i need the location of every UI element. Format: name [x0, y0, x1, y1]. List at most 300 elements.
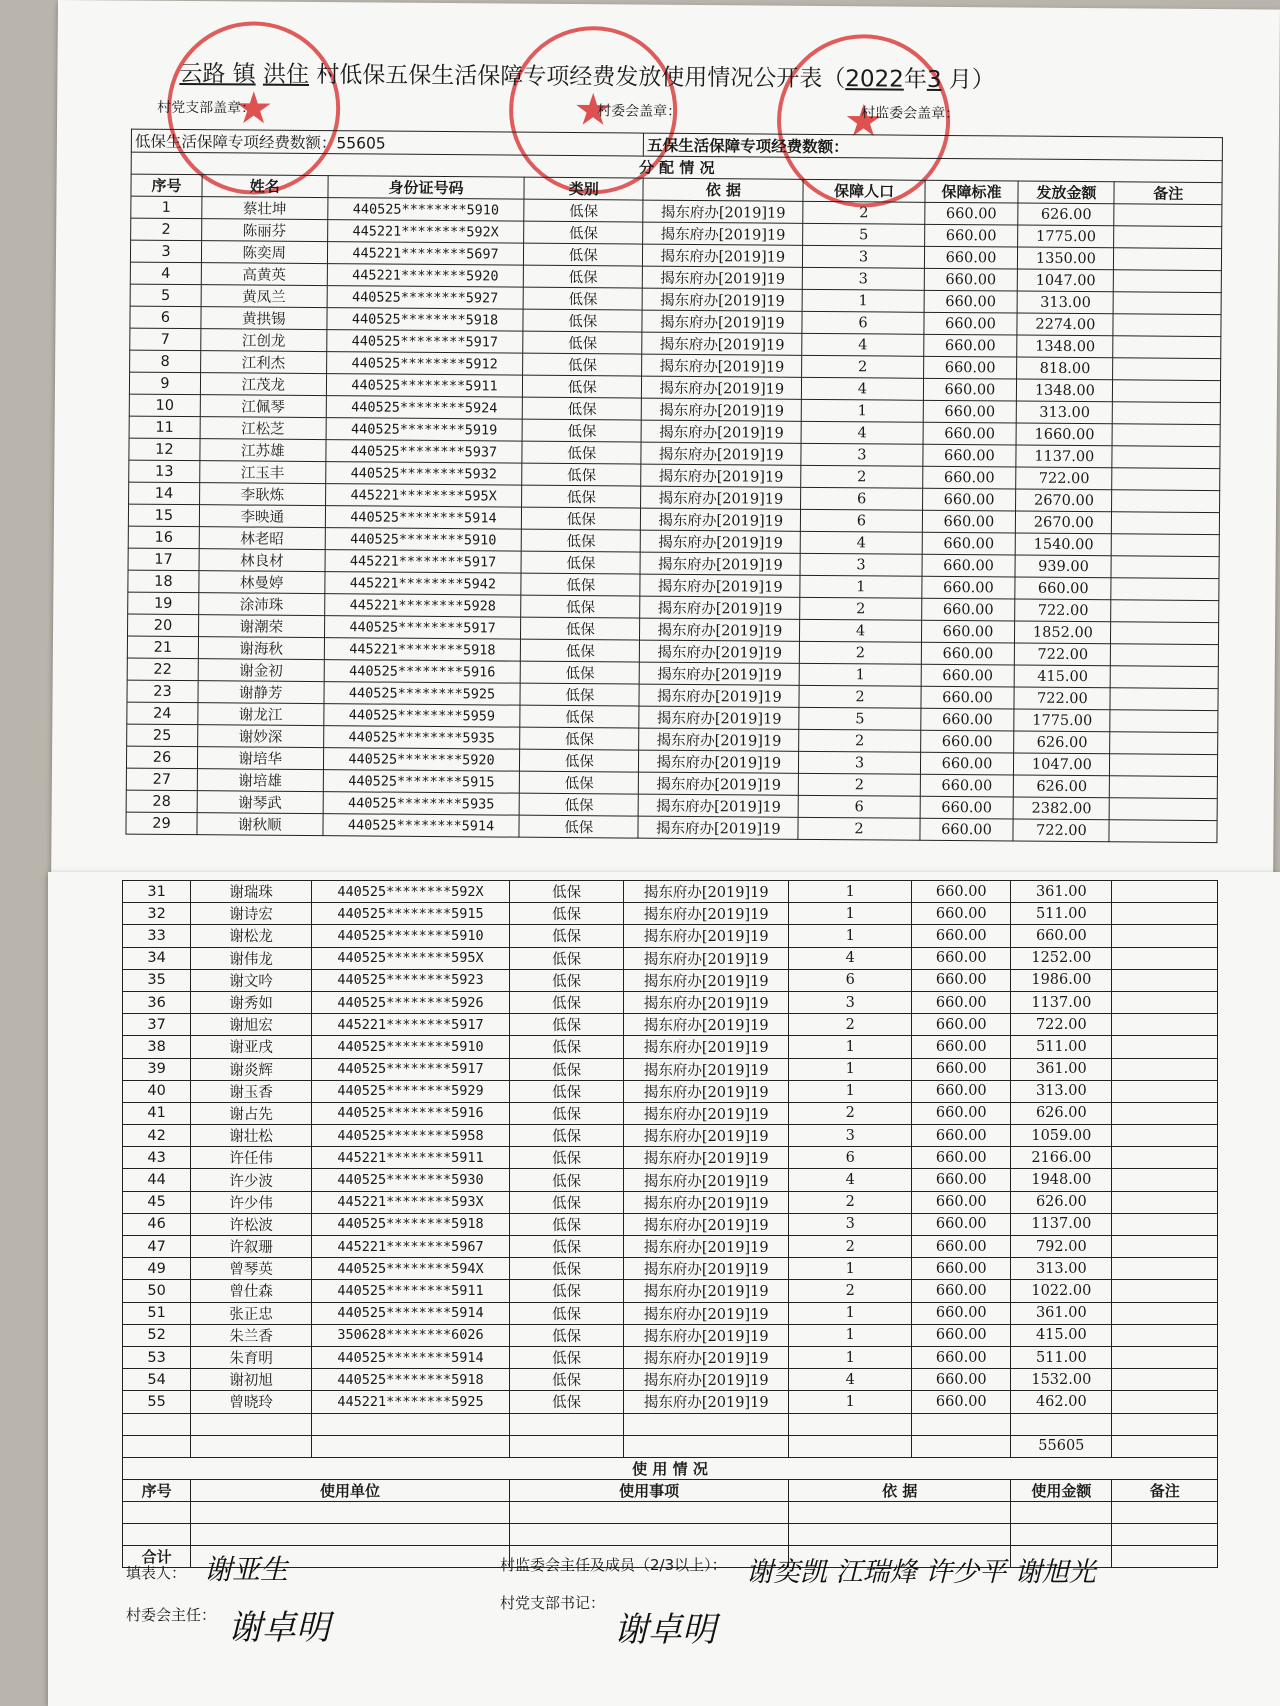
row-number: 32 [123, 903, 191, 925]
household-size: 1 [789, 1080, 912, 1102]
note-cell [1111, 666, 1219, 689]
payout-amount: 792.00 [1011, 1236, 1112, 1258]
person-name: 林曼婷 [199, 571, 325, 594]
person-name: 曾仕森 [191, 1280, 312, 1302]
id-number: 440525********5937 [326, 440, 523, 464]
id-number: 440525********5959 [323, 704, 520, 728]
category: 低保 [522, 485, 641, 508]
basis-document: 揭东府办[2019]19 [624, 1058, 789, 1080]
category: 低保 [522, 529, 641, 552]
basis-document: 揭东府办[2019]19 [640, 530, 800, 553]
standard-amount: 660.00 [920, 774, 1014, 797]
row-number: 42 [123, 1125, 191, 1147]
person-name: 谢金初 [198, 659, 324, 682]
note-cell [1114, 270, 1222, 293]
category: 低保 [524, 265, 643, 288]
id-number: 445221********5928 [324, 594, 521, 618]
note-cell [1112, 1080, 1218, 1102]
row-number: 40 [123, 1080, 191, 1102]
standard-amount: 660.00 [924, 224, 1018, 247]
basis-document: 揭东府办[2019]19 [624, 925, 789, 947]
person-name: 江创龙 [201, 329, 327, 352]
id-number: 440525********5930 [312, 1169, 510, 1191]
row-number: 19 [128, 592, 199, 615]
standard-amount: 660.00 [923, 378, 1017, 401]
standard-amount: 660.00 [912, 1213, 1011, 1235]
note-cell [1112, 1036, 1218, 1058]
payout-amount: 660.00 [1011, 925, 1112, 947]
payout-amount: 2670.00 [1016, 511, 1112, 534]
category: 低保 [519, 815, 638, 838]
person-name: 江利杰 [200, 351, 326, 374]
household-size: 4 [801, 421, 922, 444]
row-number: 34 [123, 947, 191, 969]
household-size: 6 [798, 795, 919, 818]
person-name: 谢玉香 [191, 1080, 312, 1102]
person-name: 许少伟 [191, 1191, 312, 1213]
payout-amount: 313.00 [1011, 1258, 1112, 1280]
note-cell [1111, 578, 1219, 601]
table-row [123, 1280, 1218, 1302]
note-cell [1111, 556, 1219, 579]
note-cell [1112, 468, 1220, 491]
payout-amount: 626.00 [1011, 1191, 1112, 1213]
id-number: 440525********5914 [325, 506, 522, 530]
household-size: 4 [802, 377, 923, 400]
basis-document: 揭东府办[2019]19 [624, 1213, 789, 1235]
id-number: 440525********5924 [326, 396, 523, 420]
basis-document: 揭东府办[2019]19 [624, 1324, 789, 1346]
household-size: 1 [789, 1324, 912, 1346]
table-row [123, 925, 1218, 947]
person-name: 谢琴武 [197, 791, 323, 814]
standard-amount: 660.00 [912, 1058, 1011, 1080]
category: 低保 [520, 771, 639, 794]
person-name: 许松波 [191, 1213, 312, 1235]
supervise-seal-label: 村监委会盖章： [861, 105, 960, 123]
standard-amount: 660.00 [912, 1169, 1011, 1191]
id-number: 440525********5911 [312, 1280, 510, 1302]
id-number: 445221********593X [312, 1191, 510, 1213]
payout-amount: 361.00 [1011, 1302, 1112, 1324]
household-size: 1 [802, 399, 923, 422]
category: 低保 [521, 595, 640, 618]
household-size: 2 [789, 1191, 912, 1213]
director-signature: 谢卓明 [228, 1608, 330, 1648]
basis-document: 揭东府办[2019]19 [641, 486, 801, 509]
basis-document: 揭东府办[2019]19 [624, 1102, 789, 1124]
note-cell [1112, 1169, 1218, 1191]
payout-amount: 722.00 [1011, 1014, 1112, 1036]
person-name: 许少波 [191, 1169, 312, 1191]
id-number: 440525********5958 [312, 1125, 510, 1147]
row-number: 25 [127, 724, 198, 747]
note-cell [1112, 490, 1220, 513]
person-name: 江松芝 [200, 417, 326, 440]
household-size: 1 [800, 663, 921, 686]
standard-amount: 660.00 [912, 1191, 1011, 1213]
id-number: 440525********5915 [312, 903, 510, 925]
id-number: 440525********5910 [312, 925, 510, 947]
standard-amount: 660.00 [912, 1391, 1011, 1413]
household-size: 3 [803, 245, 924, 268]
table-row [123, 1191, 1218, 1213]
category: 低保 [523, 309, 642, 332]
payout-amount: 1137.00 [1016, 445, 1112, 468]
person-name: 谢秋顺 [197, 813, 323, 836]
row-number: 7 [130, 328, 201, 351]
household-size: 4 [800, 619, 921, 642]
payout-amount: 511.00 [1011, 1346, 1112, 1368]
household-size: 2 [789, 1280, 912, 1302]
category: 低保 [523, 353, 642, 376]
note-cell [1112, 1369, 1218, 1391]
person-name: 江苏雄 [200, 439, 326, 462]
id-number: 445221********5967 [312, 1236, 510, 1258]
payout-amount: 2274.00 [1017, 313, 1113, 336]
basis-document: 揭东府办[2019]19 [639, 662, 799, 685]
payout-amount: 1137.00 [1011, 1213, 1112, 1235]
basis-document: 揭东府办[2019]19 [640, 574, 800, 597]
id-number: 440525********5935 [323, 792, 520, 816]
id-number: 445221********592X [327, 220, 524, 244]
payout-amount: 1047.00 [1018, 269, 1114, 292]
id-number: 440525********5915 [323, 770, 520, 794]
note-cell [1112, 991, 1218, 1013]
supervision-committee-seal-stamp: ★ [776, 34, 950, 208]
basis-document: 揭东府办[2019]19 [639, 772, 799, 795]
category: 低保 [509, 1280, 623, 1302]
id-number: 445221********5918 [324, 638, 521, 662]
category: 低保 [509, 881, 623, 903]
person-name: 朱兰香 [191, 1324, 312, 1346]
basis-document: 揭东府办[2019]19 [624, 1346, 789, 1368]
payout-amount: 660.00 [1015, 577, 1111, 600]
usage-header-row: 序号 使用单位 使用事项 依 据 使用金额 备注 [123, 1479, 1218, 1501]
category: 低保 [509, 1147, 623, 1169]
basis-document: 揭东府办[2019]19 [642, 354, 802, 377]
id-number: 445221********5925 [312, 1391, 510, 1413]
id-number: 440525********5925 [324, 682, 521, 706]
household-size: 3 [801, 443, 922, 466]
id-number: 440525********5918 [312, 1369, 510, 1391]
id-number: 440525********5932 [325, 462, 522, 486]
standard-amount: 660.00 [922, 466, 1016, 489]
id-number: 445221********5911 [312, 1147, 510, 1169]
village-committee-seal-stamp: ★ [508, 26, 677, 195]
row-number: 8 [130, 350, 201, 373]
category: 低保 [522, 419, 641, 442]
category: 低保 [509, 1369, 623, 1391]
id-number: 440525********5910 [325, 528, 522, 552]
basis-document: 揭东府办[2019]19 [624, 1014, 789, 1036]
director-label: 村委会主任： [126, 1606, 217, 1624]
basis-document: 揭东府办[2019]19 [643, 266, 803, 289]
standard-amount: 660.00 [912, 1014, 1011, 1036]
household-size: 4 [789, 1169, 912, 1191]
basis-document: 揭东府办[2019]19 [642, 398, 802, 421]
category: 低保 [509, 1125, 623, 1147]
person-name: 谢旭宏 [191, 1014, 312, 1036]
basis-document: 揭东府办[2019]19 [624, 1236, 789, 1258]
payout-amount: 313.00 [1011, 1080, 1112, 1102]
standard-amount: 660.00 [924, 246, 1018, 269]
note-cell [1111, 644, 1219, 667]
note-cell [1110, 754, 1218, 777]
household-size: 4 [802, 333, 923, 356]
row-number: 11 [129, 416, 200, 439]
table-header-row: 序号 姓名 身份证号码 类别 依 据 保障人口 保障标准 发放金额 备注 [131, 174, 1222, 205]
category: 低保 [521, 573, 640, 596]
note-cell [1112, 1014, 1218, 1036]
person-name: 谢秀如 [191, 991, 312, 1013]
note-cell [1112, 1346, 1218, 1368]
household-size: 2 [789, 1236, 912, 1258]
payout-amount: 2670.00 [1016, 489, 1112, 512]
row-number: 18 [128, 570, 199, 593]
basis-document: 揭东府办[2019]19 [642, 332, 802, 355]
basis-document: 揭东府办[2019]19 [640, 552, 800, 575]
row-number: 36 [123, 991, 191, 1013]
standard-amount: 660.00 [921, 664, 1015, 687]
person-name: 谢壮松 [191, 1125, 312, 1147]
category: 低保 [520, 683, 639, 706]
note-cell [1112, 1213, 1218, 1235]
household-size: 1 [789, 1258, 912, 1280]
person-name: 谢亚戌 [191, 1036, 312, 1058]
note-cell [1110, 798, 1218, 821]
note-cell [1112, 1324, 1218, 1346]
filler-signature: 谢亚生 [204, 1553, 289, 1586]
note-cell [1113, 292, 1221, 315]
household-size: 2 [800, 597, 921, 620]
household-size: 1 [789, 925, 912, 947]
table-row [123, 1369, 1218, 1391]
table-row [123, 1213, 1218, 1235]
category: 低保 [509, 1236, 623, 1258]
person-name: 谢海秋 [198, 637, 324, 660]
party-secretary-signature: 谢卓明 [614, 1610, 716, 1650]
id-number: 440525********5935 [323, 726, 520, 750]
id-number: 440525********5912 [326, 352, 523, 376]
category: 低保 [509, 969, 623, 991]
id-number: 440525********5916 [324, 660, 521, 684]
table-row [123, 1080, 1218, 1102]
basis-document: 揭东府办[2019]19 [624, 881, 789, 903]
payout-amount: 1948.00 [1011, 1169, 1112, 1191]
id-number: 440525********5914 [323, 814, 520, 838]
household-size: 1 [789, 1058, 912, 1080]
basis-document: 揭东府办[2019]19 [639, 728, 799, 751]
household-size: 3 [789, 1213, 912, 1235]
note-cell [1113, 358, 1221, 381]
standard-amount: 660.00 [912, 1147, 1011, 1169]
person-name: 谢龙江 [198, 703, 324, 726]
payout-amount: 415.00 [1015, 665, 1111, 688]
note-cell [1110, 710, 1218, 733]
category: 低保 [524, 221, 643, 244]
category: 低保 [519, 793, 638, 816]
party-secretary-label: 村党支部书记： [500, 1594, 606, 1612]
basis-document: 揭东府办[2019]19 [642, 376, 802, 399]
basis-document: 揭东府办[2019]19 [643, 200, 803, 223]
row-number: 21 [127, 636, 198, 659]
household-size: 4 [789, 1369, 912, 1391]
payout-amount: 511.00 [1011, 903, 1112, 925]
category: 低保 [509, 1324, 623, 1346]
row-number: 33 [123, 925, 191, 947]
standard-amount: 660.00 [922, 532, 1016, 555]
category: 低保 [509, 991, 623, 1013]
payout-amount: 1137.00 [1011, 991, 1112, 1013]
household-size: 1 [789, 1036, 912, 1058]
distribution-table-top [125, 129, 1223, 844]
basis-document: 揭东府办[2019]19 [624, 1302, 789, 1324]
basis-document: 揭东府办[2019]19 [624, 1169, 789, 1191]
row-number: 12 [129, 438, 200, 461]
id-number: 440525********5918 [312, 1213, 510, 1235]
person-name: 黄拱锡 [201, 307, 327, 330]
note-cell [1112, 1147, 1218, 1169]
row-number: 4 [130, 262, 201, 285]
table-row [123, 1014, 1218, 1036]
category: 低保 [509, 1258, 623, 1280]
standard-amount: 660.00 [921, 642, 1015, 665]
standard-amount: 660.00 [923, 356, 1017, 379]
row-number: 9 [129, 372, 200, 395]
note-cell [1112, 947, 1218, 969]
total-amount: 55605 [1011, 1435, 1112, 1457]
id-number: 440525********5916 [312, 1102, 510, 1124]
dibao-fund-amount: 55605 [336, 134, 386, 153]
id-number: 440525********5917 [324, 616, 521, 640]
row-number: 2 [131, 218, 202, 241]
village-name: 洪住 [262, 61, 310, 88]
person-name: 谢炎辉 [191, 1058, 312, 1080]
person-name: 李耿炼 [199, 483, 325, 506]
person-name: 高黄英 [201, 263, 327, 286]
household-size: 1 [789, 903, 912, 925]
note-cell [1112, 446, 1220, 469]
category: 低保 [509, 1058, 623, 1080]
id-number: 440525********5926 [312, 991, 510, 1013]
payout-amount: 722.00 [1014, 687, 1110, 710]
note-cell [1112, 512, 1220, 535]
payout-amount: 462.00 [1011, 1391, 1112, 1413]
total-row [123, 1435, 1218, 1457]
row-number: 15 [128, 504, 199, 527]
row-number: 14 [129, 482, 200, 505]
id-number: 445221********5697 [327, 242, 524, 266]
row-number: 6 [130, 306, 201, 329]
id-number: 440525********5917 [312, 1058, 510, 1080]
id-number: 440525********592X [312, 881, 510, 903]
row-number: 54 [123, 1369, 191, 1391]
standard-amount: 660.00 [920, 752, 1014, 775]
standard-amount: 660.00 [912, 1369, 1011, 1391]
row-number: 44 [123, 1169, 191, 1191]
row-number: 38 [123, 1036, 191, 1058]
payout-amount: 626.00 [1018, 203, 1114, 226]
household-size: 1 [789, 1391, 912, 1413]
standard-amount: 660.00 [922, 488, 1016, 511]
payout-amount: 626.00 [1014, 775, 1110, 798]
note-cell [1112, 1258, 1218, 1280]
id-number: 440525********5923 [312, 969, 510, 991]
standard-amount: 660.00 [922, 444, 1016, 467]
table-row [123, 991, 1218, 1013]
basis-document: 揭东府办[2019]19 [643, 222, 803, 245]
category: 低保 [521, 551, 640, 574]
payout-amount: 1348.00 [1017, 379, 1113, 402]
payout-amount: 722.00 [1013, 819, 1109, 842]
table-row [123, 1302, 1218, 1324]
id-number: 440525********5929 [312, 1080, 510, 1102]
person-name: 谢伟龙 [191, 947, 312, 969]
standard-amount: 660.00 [912, 1324, 1011, 1346]
person-name: 谢文吟 [191, 969, 312, 991]
basis-document: 揭东府办[2019]19 [624, 1080, 789, 1102]
row-number: 28 [126, 790, 197, 813]
category: 低保 [509, 1213, 623, 1235]
household-size: 4 [801, 531, 922, 554]
row-number: 51 [123, 1302, 191, 1324]
row-number: 53 [123, 1346, 191, 1368]
id-number: 445221********595X [325, 484, 522, 508]
household-size: 6 [802, 311, 923, 334]
category: 低保 [523, 331, 642, 354]
household-size: 4 [789, 947, 912, 969]
basis-document: 揭东府办[2019]19 [642, 310, 802, 333]
standard-amount: 660.00 [921, 576, 1015, 599]
basis-document: 揭东府办[2019]19 [640, 618, 800, 641]
row-number: 29 [126, 812, 197, 835]
row-number: 10 [129, 394, 200, 417]
standard-amount: 660.00 [912, 1302, 1011, 1324]
person-name: 谢松龙 [191, 925, 312, 947]
blank-row [123, 1413, 1218, 1435]
category: 低保 [521, 639, 640, 662]
household-size: 3 [789, 1125, 912, 1147]
basis-document: 揭东府办[2019]19 [641, 420, 801, 443]
category: 低保 [522, 441, 641, 464]
table-row [123, 1324, 1218, 1346]
id-number: 445221********5920 [327, 264, 524, 288]
person-name: 谢潮荣 [198, 615, 324, 638]
standard-amount: 660.00 [922, 554, 1016, 577]
category: 低保 [509, 1346, 623, 1368]
basis-document: 揭东府办[2019]19 [624, 991, 789, 1013]
payout-amount: 818.00 [1017, 357, 1113, 380]
household-size: 1 [789, 1302, 912, 1324]
standard-amount: 660.00 [912, 1346, 1011, 1368]
row-number: 24 [127, 702, 198, 725]
standard-amount: 660.00 [912, 969, 1011, 991]
category: 低保 [509, 903, 623, 925]
category: 低保 [521, 661, 640, 684]
household-size: 1 [789, 881, 912, 903]
id-number: 440525********5910 [327, 198, 524, 222]
row-number: 47 [123, 1236, 191, 1258]
standard-amount: 660.00 [912, 1236, 1011, 1258]
wubao-fund-cell: 五保生活保障专项经费数额： [644, 133, 1223, 161]
basis-document: 揭东府办[2019]19 [639, 684, 799, 707]
household-size: 6 [801, 509, 922, 532]
note-cell [1112, 1191, 1218, 1213]
standard-amount: 660.00 [920, 818, 1014, 841]
standard-amount: 660.00 [912, 1125, 1011, 1147]
basis-document: 揭东府办[2019]19 [638, 816, 798, 839]
